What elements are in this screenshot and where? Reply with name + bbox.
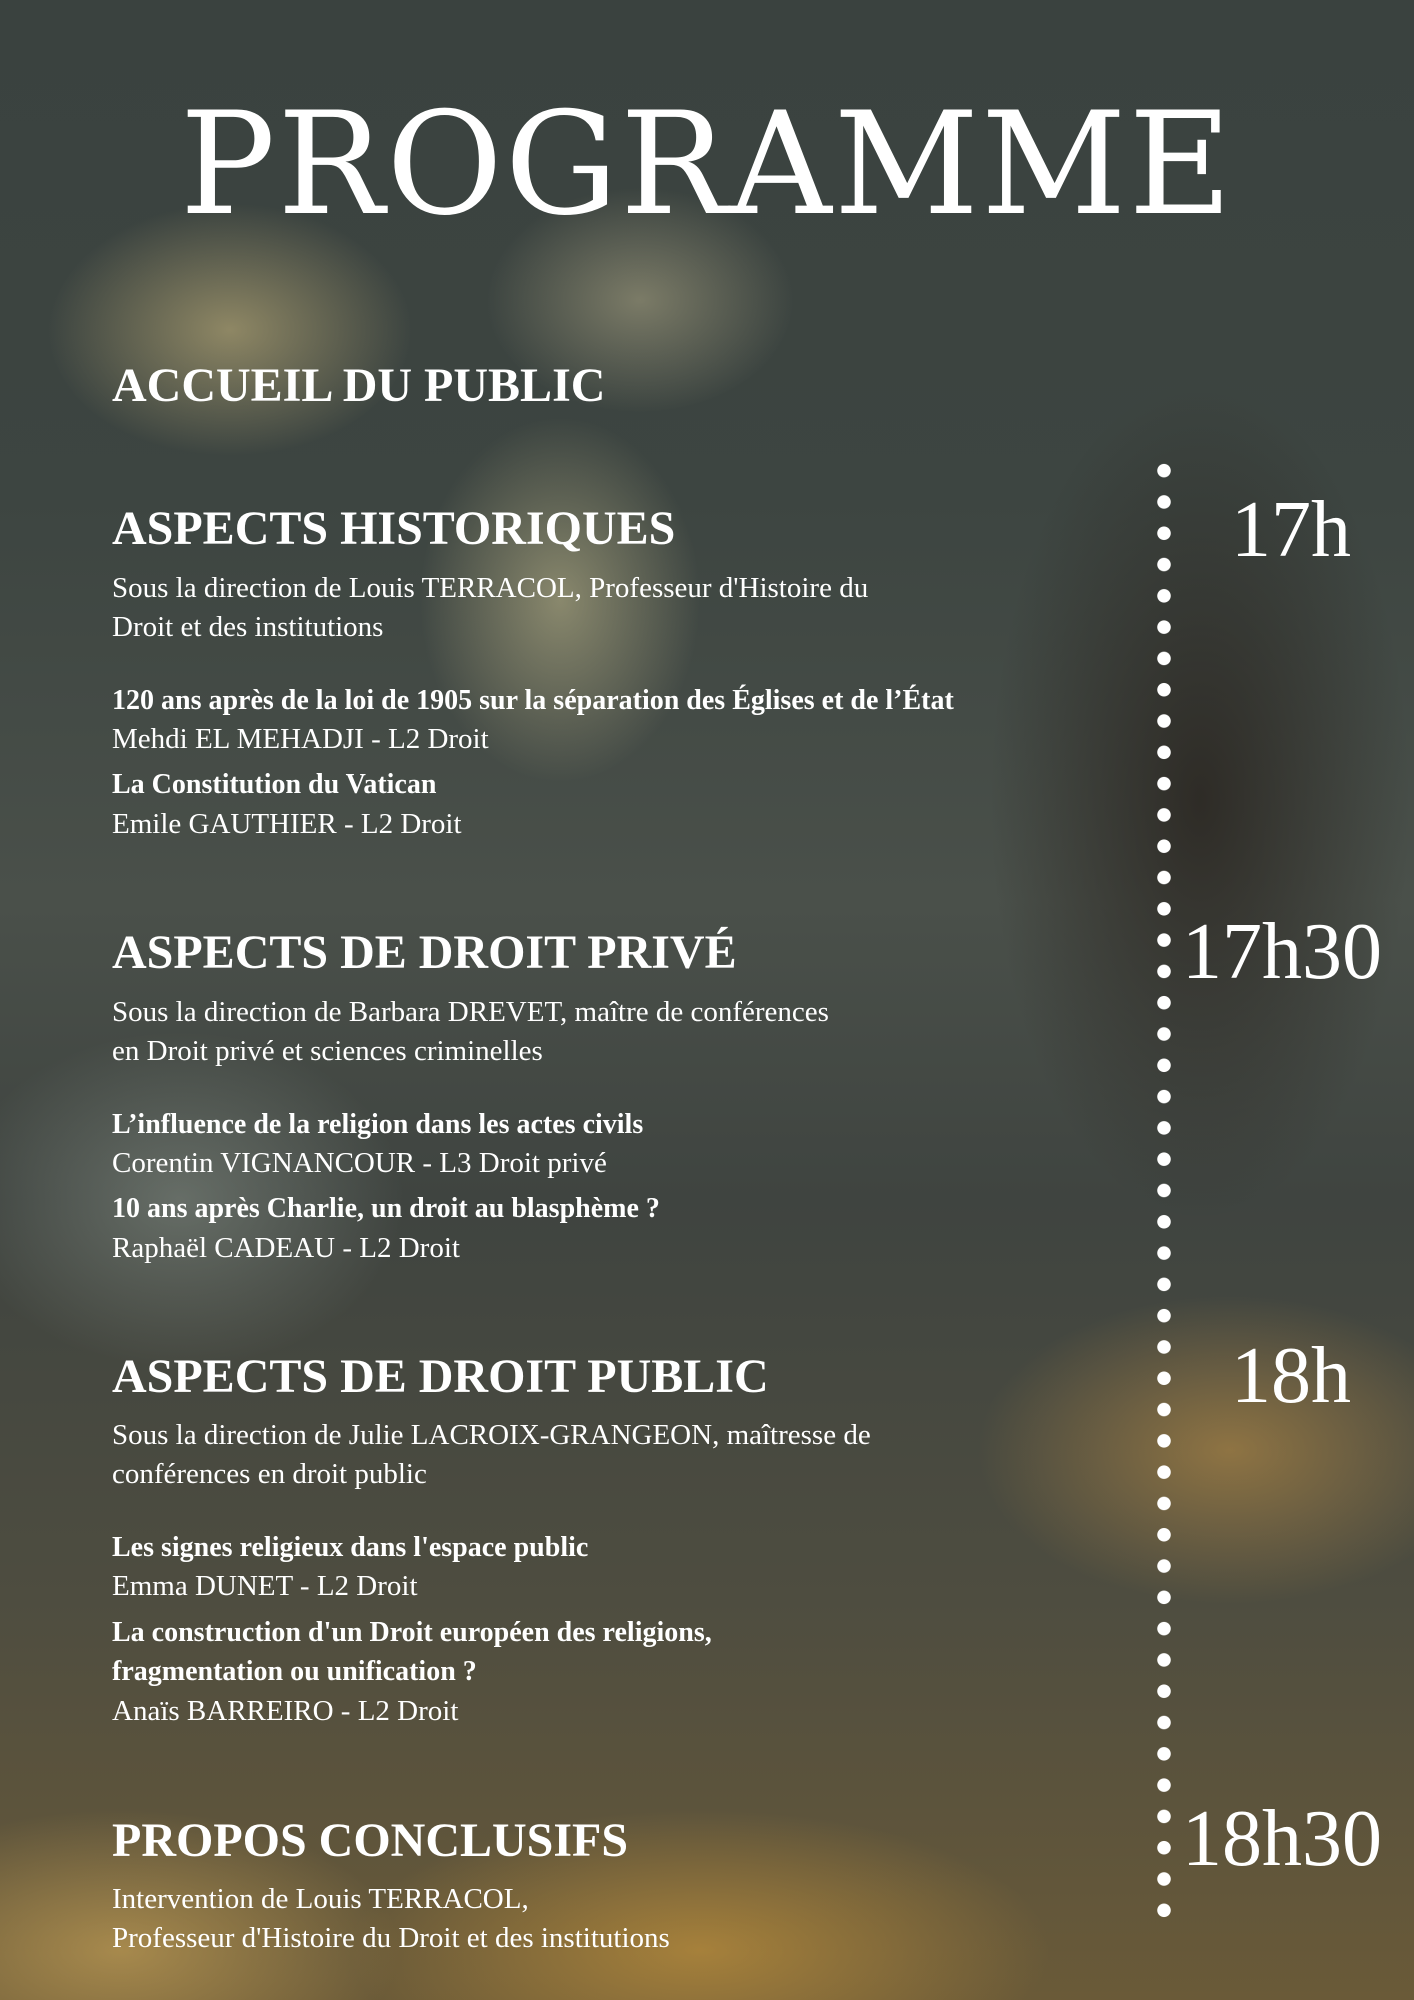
direction-line: en Droit privé et sciences criminelles [112, 1035, 543, 1067]
talk-speaker: Mehdi EL MEHADJI - L2 Droit [112, 723, 489, 755]
section-historiques-heading: ASPECTS HISTORIQUES [112, 502, 676, 555]
section-public-direction [112, 1416, 1062, 1494]
talk-speaker: Emma DUNET - L2 Droit [112, 1570, 418, 1602]
section-conclusifs-direction [112, 1880, 1062, 1958]
section-public-heading: ASPECTS DE DROIT PUBLIC [112, 1350, 769, 1403]
direction-line: Sous la direction de Julie LACROIX-GRANGEON, maîtresse de [112, 1419, 871, 1451]
section-prive-heading: ASPECTS DE DROIT PRIVÉ [112, 926, 737, 979]
welcome-heading: ACCUEIL DU PUBLIC [112, 359, 606, 412]
talk-speaker: Corentin VIGNANCOUR - L3 Droit privé [112, 1147, 607, 1179]
direction-line: Intervention de Louis TERRACOL, [112, 1883, 529, 1915]
direction-line: Professeur d'Histoire du Droit et des institutions [112, 1922, 670, 1954]
talk-title: Les signes religieux dans l'espace public [112, 1532, 589, 1563]
talk-title [112, 1613, 1162, 1691]
talk-title: 120 ans après de la loi de 1905 sur la séparation des Églises et de l’État [112, 685, 954, 716]
section-conclusifs-heading: PROPOS CONCLUSIFS [112, 1814, 629, 1867]
direction-line: Sous la direction de Louis TERRACOL, Professeur d'Histoire du [112, 572, 869, 604]
talk-title-line: La construction d'un Droit européen des religions, [112, 1617, 712, 1648]
talk-title-line: fragmentation ou unification ? [112, 1656, 477, 1687]
talk-speaker: Anaïs BARREIRO - L2 Droit [112, 1695, 459, 1727]
direction-line: Sous la direction de Barbara DREVET, maître de conférences [112, 996, 829, 1028]
talk-title: La Constitution du Vatican [112, 769, 437, 800]
page-title: PROGRAMME [179, 82, 1235, 247]
direction-line: conférences en droit public [112, 1458, 427, 1490]
section-prive-direction [112, 993, 1062, 1071]
section-historiques-direction [112, 569, 1062, 647]
section-conclusifs-time: 18h30 [1182, 1795, 1382, 1883]
section-prive-time: 17h30 [1182, 908, 1382, 996]
talk-title: L’influence de la religion dans les actes civils [112, 1109, 644, 1140]
section-historiques-time: 17h [1231, 486, 1351, 574]
talk-title: 10 ans après Charlie, un droit au blasphème ? [112, 1193, 660, 1224]
talk-speaker: Emile GAUTHIER - L2 Droit [112, 808, 462, 840]
section-public-time: 18h [1231, 1332, 1351, 1420]
talk-speaker: Raphaël CADEAU - L2 Droit [112, 1232, 460, 1264]
direction-line: Droit et des institutions [112, 611, 384, 643]
